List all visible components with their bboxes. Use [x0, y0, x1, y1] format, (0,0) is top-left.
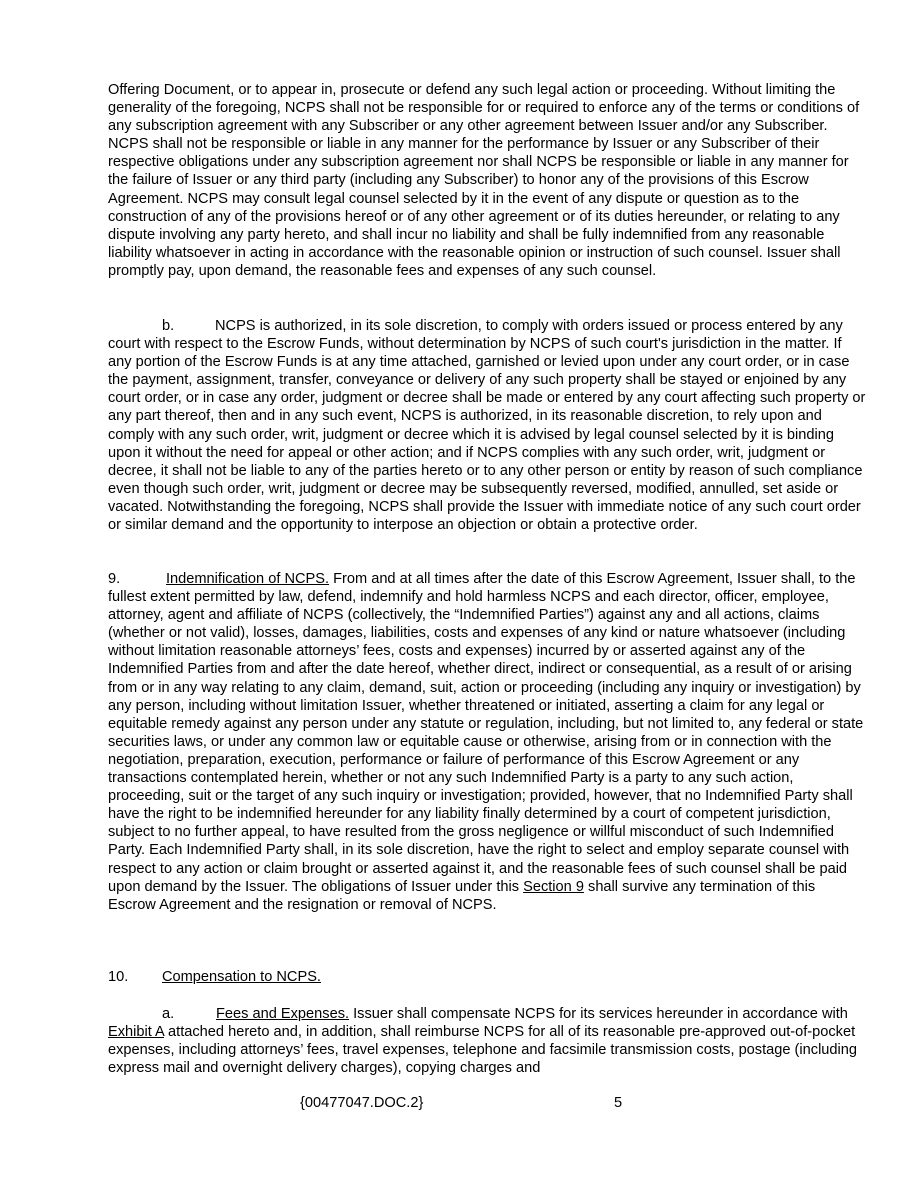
section-number: 10. [108, 969, 129, 985]
document-id: {00477047.DOC.2} [300, 1095, 424, 1111]
exhibit-reference: Exhibit A [108, 1024, 164, 1041]
section-9-indemnification [108, 570, 866, 914]
paragraph-8a-continuation [108, 81, 866, 280]
paragraph-text: NCPS is authorized, in its sole discretion, to comply with orders issued or process entered by any court with respect to the Escrow Funds, without determination by NCPS of such court's jurisdiction in the matter. If any portion of the Escrow Funds is at any time attached, garnished or levied upon under any court order, or in case the payment, assignment, transfer, conveyance or delivery of any such property shall be stayed or enjoined by any court order, or in case any order, judgment or decree shall be made or entered by any court affecting such property or any part thereof, then and in any such event, NCPS is authorized, in its reasonable discretion, to rely upon and comply with any such order, writ, judgment or decree which it is advised by legal counsel selected by it is binding upon it without the need for appeal or other action; and if NCPS complies with any such order, writ, judgment or decree, it shall not be liable to any of the parties hereto or to any other person or entity by reason of such compliance even though such order, writ, judgment or decree may be subsequently reversed, modified, annulled, set aside or vacated. Notwithstanding the foregoing, NCPS shall provide the Issuer with immediate notice of any such court order or similar demand and the opportunity to interpose an objection or obtain a protective order. [108, 318, 866, 534]
paragraph-8b [108, 317, 866, 534]
section-reference: Section 9 [523, 878, 584, 895]
section-10-heading [108, 968, 866, 986]
section-number: 9. [108, 571, 121, 587]
subsection-label: b. [162, 318, 175, 334]
paragraph-text-end: shall survive any termination of this Escrow Agreement and the resignation or removal of NCPS. [108, 878, 816, 913]
subsection-label: a. [162, 1006, 175, 1022]
subsection-heading: Fees and Expenses. [216, 1006, 350, 1022]
section-heading: Indemnification of NCPS. [166, 571, 330, 587]
page-number: 5 [614, 1095, 623, 1111]
section-heading: Compensation to NCPS. [162, 969, 321, 985]
paragraph-text: Issuer shall compensate NCPS for its services hereunder in accordance with [349, 1006, 848, 1022]
paragraph-text: From and at all times after the date of this Escrow Agreement, Issuer shall, to the fullest extent permitted by law, defend, indemnify and hold harmless NCPS and each director, officer, employee, attorney, agent and affiliate of NCPS (collectively, the “Indemnified Parties”) against any and all actions, claims (whether or not valid), losses, damages, liabilities, costs and expenses of any kind or nature whatsoever (including without limitation reasonable attorneys’ fees, costs and expenses) incurred by or asserted against any of the Indemnified Parties from and after the date hereof, whether direct, indirect or consequential, as a result of or arising from or in any way relating to any claim, demand, suit, action or proceeding (including any inquiry or investigation) by any person, including without limitation Issuer, whether threatened or initiated, asserting a claim for any legal or equitable remedy against any person under any statute or regulation, including, but not limited to, any federal or state securities laws, or under any common law or equitable cause or otherwise, arising from or in connection with the negotiation, preparation, execution, performance or failure of performance of this Escrow Agreement or any transactions contemplated herein, whether or not any such Indemnified Party is a party to any such action, proceeding, suit or the target of any such inquiry or investigation; provided, however, that no Indemnified Party shall have the right to be indemnified hereunder for any liability finally determined by a court of competent jurisdiction, subject to no further appeal, to have resulted from the gross negligence or willful misconduct of such Indemnified Party. Each Indemnified Party shall, in its sole discretion, have the right to select and employ separate counsel with respect to any action or claim brought or asserted against it, and the reasonable fees of such counsel shall be paid upon demand by the Issuer. The obligations of Issuer under this [108, 571, 864, 895]
paragraph-text-end: attached hereto and, in addition, shall reimburse NCPS for all of its reasonable pre-approved out-of-pocket expenses, including attorneys’ fees, travel expenses, telephone and facsimile transmission costs, postage (including express mail and overnight delivery charges), copying charges and [108, 1024, 858, 1077]
paragraph-10a [108, 1005, 866, 1077]
paragraph-text: Offering Document, or to appear in, prosecute or defend any such legal action or proceeding. Without limiting the generality of the foregoing, NCPS shall not be responsible for or required to enforce any of the terms or conditions of any subscription agreement with any Subscriber or any other agreement between Issuer and/or any Subscriber. NCPS shall not be responsible or liable in any manner for the performance by Issuer or any Subscriber of their respective obligations under any subscription agreement nor shall NCPS be responsible or liable in any manner for the failure of Issuer or any third party (including any Subscriber) to honor any of the provisions of this Escrow Agreement. NCPS may consult legal counsel selected by it in the event of any dispute or question as to the construction of any of the provisions hereof or of any other agreement or of its duties hereunder, or relating to any dispute involving any party hereto, and shall incur no liability and shall be fully indemnified from any reasonable liability whatsoever in acting in accordance with the reasonable opinion or instruction of such counsel. Issuer shall promptly pay, upon demand, the reasonable fees and expenses of any such counsel. [108, 82, 860, 279]
